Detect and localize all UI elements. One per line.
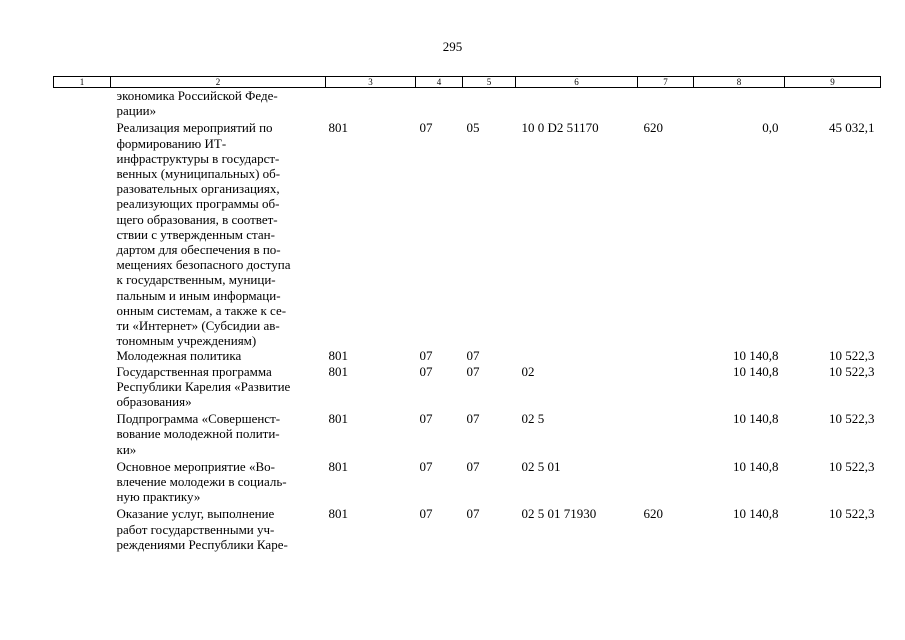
amount-column-9: 10 522,3 bbox=[829, 411, 875, 427]
row-description: Молодежная политика bbox=[116, 348, 242, 364]
amount-column-8 bbox=[694, 88, 785, 119]
ministry-code: 801 bbox=[328, 348, 348, 364]
subsection-code: 07 bbox=[466, 348, 480, 364]
expense-type-code bbox=[638, 88, 694, 119]
table-row bbox=[54, 88, 881, 119]
target-article-code: 02 bbox=[521, 363, 535, 379]
amount-column-9: 45 032,1 bbox=[829, 120, 875, 136]
section-code: 07 bbox=[419, 348, 433, 364]
row-number-cell bbox=[54, 88, 111, 119]
section-code: 07 bbox=[419, 506, 433, 522]
table-row bbox=[54, 348, 881, 363]
section-code bbox=[416, 88, 463, 119]
page-number: 295 bbox=[442, 39, 463, 54]
row-number-cell bbox=[54, 118, 111, 348]
subsection-code: 05 bbox=[466, 120, 480, 136]
amount-column-8: 10 140,8 bbox=[733, 348, 779, 364]
table-row bbox=[54, 457, 881, 505]
target-article-code: 02 5 01 bbox=[521, 458, 561, 474]
subsection-code: 07 bbox=[466, 458, 480, 474]
row-number-cell bbox=[54, 348, 111, 363]
section-code: 07 bbox=[419, 120, 433, 136]
subsection-code: 07 bbox=[466, 363, 480, 379]
subsection-code: 07 bbox=[466, 411, 480, 427]
amount-column-8: 10 140,8 bbox=[733, 363, 779, 379]
row-description: экономика Российской Феде- рации» bbox=[116, 88, 278, 119]
expense-type-code bbox=[638, 348, 694, 363]
amount-column-9: 10 522,3 bbox=[829, 348, 875, 364]
row-description: Государственная программа Республики Карелия «Развитие образования» bbox=[116, 363, 291, 410]
amount-column-8: 10 140,8 bbox=[733, 506, 779, 522]
row-description: Оказание услуг, выполнение работ государственными уч- реждениями Республики Каре- bbox=[116, 506, 288, 552]
row-number-cell bbox=[54, 504, 111, 552]
budget-table bbox=[53, 76, 881, 552]
amount-column-9: 10 522,3 bbox=[829, 506, 875, 522]
target-article-code: 02 5 01 71930 bbox=[521, 506, 597, 522]
expense-type-code bbox=[638, 409, 694, 457]
row-description: Подпрограмма «Совершенст- вование молодежной полити- ки» bbox=[116, 411, 281, 457]
column-header: 5 bbox=[463, 77, 516, 88]
column-header: 7 bbox=[638, 77, 694, 88]
amount-column-9: 10 522,3 bbox=[829, 363, 875, 379]
ministry-code: 801 bbox=[328, 411, 348, 427]
subsection-code: 07 bbox=[466, 506, 480, 522]
section-code: 07 bbox=[419, 411, 433, 427]
column-header: 9 bbox=[785, 77, 881, 88]
ministry-code: 801 bbox=[328, 458, 348, 474]
expense-type-code: 620 bbox=[643, 120, 663, 136]
expense-type-code bbox=[638, 364, 694, 410]
ministry-code: 801 bbox=[328, 506, 348, 522]
target-article-code: 02 5 bbox=[521, 411, 545, 427]
amount-column-8: 10 140,8 bbox=[733, 458, 779, 474]
expense-type-code bbox=[638, 457, 694, 505]
column-header: 3 bbox=[326, 77, 416, 88]
ministry-code: 801 bbox=[328, 120, 348, 136]
ministry-code: 801 bbox=[328, 363, 348, 379]
section-code: 07 bbox=[419, 458, 433, 474]
target-article-code bbox=[516, 348, 638, 363]
column-header: 1 bbox=[54, 77, 111, 88]
row-number-cell bbox=[54, 409, 111, 457]
column-header: 4 bbox=[416, 77, 463, 88]
table-row bbox=[54, 364, 881, 410]
column-header: 6 bbox=[516, 77, 638, 88]
section-code: 07 bbox=[419, 363, 433, 379]
column-number-row bbox=[54, 77, 881, 88]
column-header: 2 bbox=[111, 77, 326, 88]
target-article-code bbox=[516, 88, 638, 119]
table-row bbox=[54, 504, 881, 552]
amount-column-8: 0,0 bbox=[762, 120, 779, 136]
amount-column-8: 10 140,8 bbox=[733, 411, 779, 427]
expense-type-code: 620 bbox=[643, 506, 663, 522]
amount-column-9 bbox=[785, 88, 881, 119]
column-header: 8 bbox=[694, 77, 785, 88]
ministry-code bbox=[326, 88, 416, 119]
amount-column-9: 10 522,3 bbox=[829, 458, 875, 474]
table-row bbox=[54, 118, 881, 348]
subsection-code bbox=[463, 88, 516, 119]
row-number-cell bbox=[54, 457, 111, 505]
row-number-cell bbox=[54, 364, 111, 410]
table-row bbox=[54, 409, 881, 457]
target-article-code: 10 0 D2 51170 bbox=[521, 120, 599, 136]
row-description: Основное мероприятие «Во- влечение молодежи в социаль- ную практику» bbox=[116, 458, 287, 505]
row-description: Реализация мероприятий по формированию ИТ- инфраструктуры в государст- венных (муниципальных) об- разовательных организациях, реализующих программы об- щего образования, в соответ- ствии с утвержденным стан- дартом для обеспечения в по- мещениях безопасного доступа к государственным, муници- пальным и иным информаци- онным системам, а также к се- ти «Интернет» (Субсидии ав- тономным учреждениям) bbox=[116, 120, 291, 349]
